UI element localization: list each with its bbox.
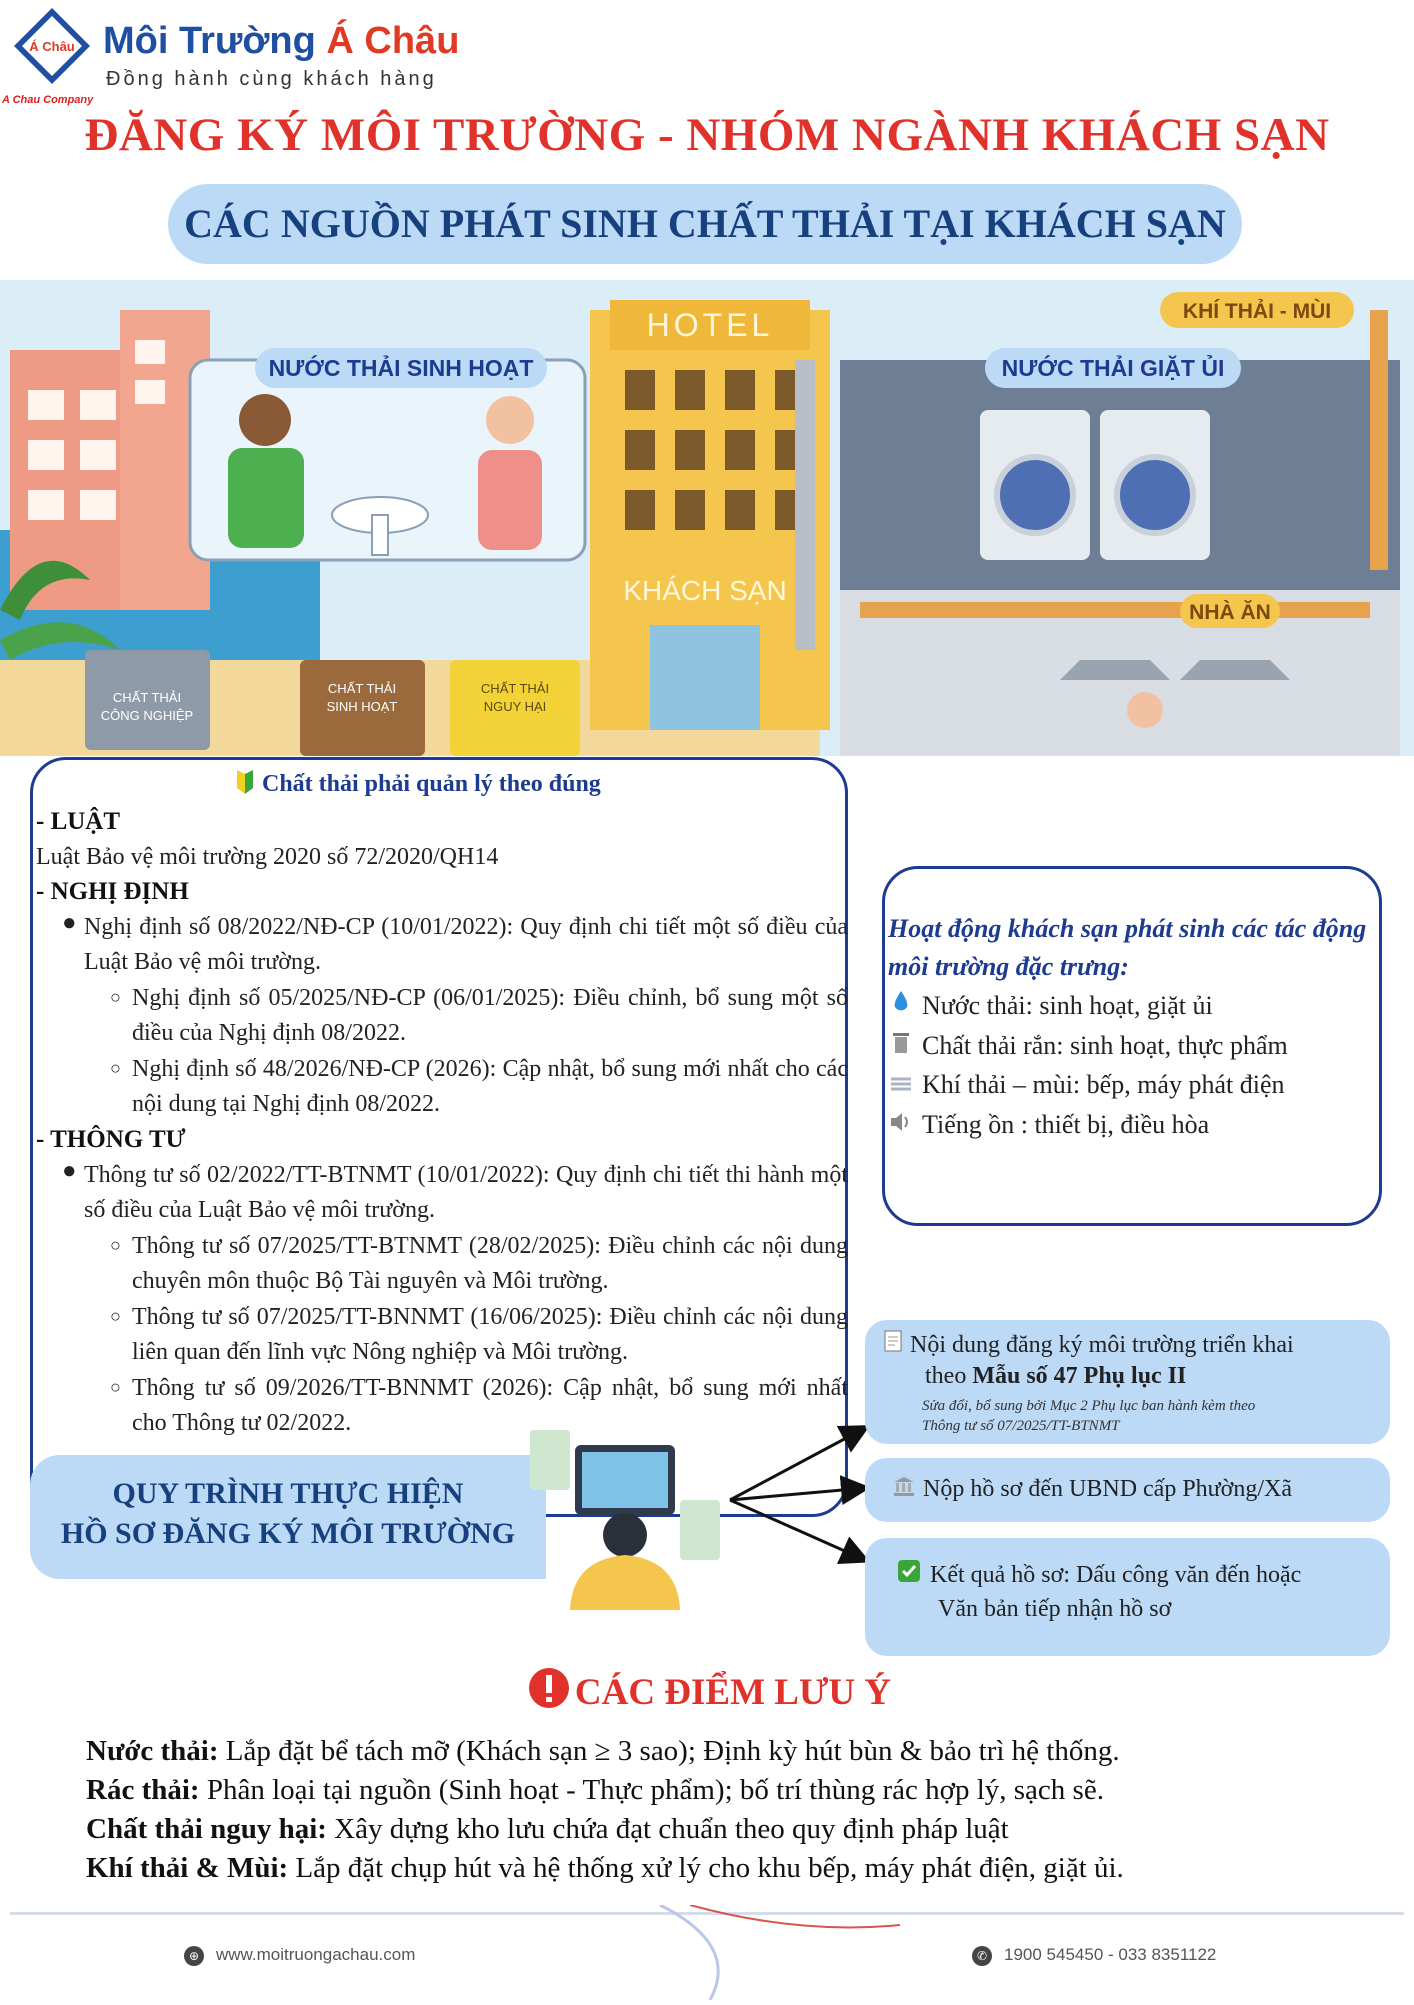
water-drop-icon xyxy=(888,990,914,1021)
label-domestic-wastewater: NƯỚC THẢI SINH HOẠT xyxy=(268,355,534,381)
step-2-text: Nộp hồ sơ đến UBND cấp Phường/Xã xyxy=(893,1476,1292,1503)
person-at-computer-illustration xyxy=(520,1410,730,1610)
label-restaurant: NHÀ ĂN xyxy=(1189,601,1271,624)
fog-icon xyxy=(888,1070,914,1100)
footer-phone[interactable]: 1900 545450 - 033 8351122 xyxy=(1004,1945,1217,1964)
logo-text: Á Châu xyxy=(29,39,75,54)
circular-sub-1: Thông tư số 07/2025/TT-BTNMT (28/02/2025): Điều chỉnh các nội dung chuyên môn thuộc Bộ Tài nguyên và Môi trường. xyxy=(132,1233,848,1294)
bin-industrial-label-2: CÔNG NGHIỆP xyxy=(100,708,194,723)
bin-industrial-label-1: CHẤT THẢI xyxy=(112,690,182,705)
bullet-dot-icon: ● xyxy=(62,1158,77,1184)
brand-tagline: Đồng hành cùng khách hàng xyxy=(106,68,437,90)
circular-main: Thông tư số 02/2022/TT-BTNMT (10/01/2022): Quy định chi tiết thi hành một số điều của Luật Bảo vệ môi trường. xyxy=(84,1162,848,1223)
activity-item: Khí thải – mùi: bếp, máy phát điện xyxy=(888,1070,1285,1100)
notes-title: CÁC ĐIỂM LƯU Ý xyxy=(0,1666,1414,1720)
decree-section-title: - NGHỊ ĐỊNH xyxy=(36,878,189,905)
trash-icon xyxy=(888,1030,914,1061)
label-emissions: KHÍ THẢI - MÙI xyxy=(1182,300,1332,323)
activity-heading: Hoạt động khách sạn phát sinh các tác động môi trường đặc trưng: xyxy=(888,914,1367,981)
note-item: Khí thải & Mùi: Lắp đặt chụp hút và hệ thống xử lý cho khu bếp, máy phát điện, giặt ủi. xyxy=(86,1852,1124,1884)
hotel-waste-illustration xyxy=(0,280,1414,756)
hotel-building-label: KHÁCH SẠN xyxy=(623,575,787,606)
activity-item: Nước thải: sinh hoạt, giặt ủi xyxy=(888,990,1213,1021)
document-icon xyxy=(884,1330,910,1359)
process-title: QUY TRÌNH THỰC HIỆN HỒ SƠ ĐĂNG KÝ MÔI TRƯỜNG xyxy=(60,1477,516,1550)
speaker-icon xyxy=(888,1110,914,1140)
exclamation-badge-icon xyxy=(523,1666,575,1720)
legal-heading: Chất thải phải quản lý theo đúng xyxy=(236,770,601,798)
phone-icon: ✆ xyxy=(972,1946,992,1966)
bin-domestic-label-1: CHẤT THẢI xyxy=(327,681,397,696)
note-item: Rác thải: Phân loại tại nguồn (Sinh hoạt - Thực phẩm); bố trí thùng rác hợp lý, sạch sẽ. xyxy=(86,1774,1104,1806)
bullet-circle-icon: ○ xyxy=(110,1306,121,1326)
law-section-title: - LUẬT xyxy=(36,808,121,835)
check-box-icon xyxy=(898,1560,930,1589)
globe-icon: ⊕ xyxy=(184,1946,204,1966)
circular-section-title: - THÔNG TƯ xyxy=(36,1126,186,1153)
activity-item: Tiếng ồn : thiết bị, điều hòa xyxy=(888,1110,1209,1140)
subtitle-banner: CÁC NGUỒN PHÁT SINH CHẤT THẢI TẠI KHÁCH SẠN xyxy=(168,184,1242,264)
label-laundry-wastewater: NƯỚC THẢI GIẶT ỦI xyxy=(1001,355,1225,381)
bullet-circle-icon: ○ xyxy=(110,1235,121,1255)
brand-company: A Chau Company xyxy=(2,94,94,106)
bullet-circle-icon: ○ xyxy=(110,987,121,1007)
beginner-badge-icon xyxy=(236,770,254,794)
bullet-dot-icon: ● xyxy=(62,910,77,936)
bullet-circle-icon: ○ xyxy=(110,1377,121,1397)
government-building-icon xyxy=(893,1476,923,1503)
step-1-line-1: Nội dung đăng ký môi trường triển khai xyxy=(884,1330,1294,1359)
hotel-sign: HOTEL xyxy=(646,307,774,343)
step-3-line-1: Kết quả hồ sơ: Dấu công văn đến hoặc xyxy=(898,1560,1301,1589)
note-item: Nước thải: Lắp đặt bể tách mỡ (Khách sạn ≥ 3 sao); Định kỳ hút bùn & bảo trì hệ thống. xyxy=(86,1735,1120,1767)
decree-sub-1: Nghị định số 05/2025/NĐ-CP (06/01/2025): Điều chỉnh, bổ sung một số điều của Nghị định 08/2022. xyxy=(132,985,848,1046)
page-title: ĐĂNG KÝ MÔI TRƯỜNG - NHÓM NGÀNH KHÁCH SẠN xyxy=(84,109,1330,161)
decree-sub-2: Nghị định số 48/2026/NĐ-CP (2026): Cập nhật, bổ sung mới nhất cho các nội dung tại Nghị định 08/2022. xyxy=(132,1056,848,1117)
step-1-note-1: Sửa đổi, bổ sung bởi Mục 2 Phụ lục ban hành kèm theo xyxy=(922,1398,1256,1414)
brand-name: Môi Trường Á Châu xyxy=(103,20,460,62)
circular-sub-2: Thông tư số 07/2025/TT-BNNMT (16/06/2025): Điều chỉnh các nội dung liên quan đến lĩnh vực Nông nghiệp và Môi trường. xyxy=(132,1304,848,1365)
bin-hazard-label-2: NGUY HẠI xyxy=(483,699,547,714)
decree-main: Nghị định số 08/2022/NĐ-CP (10/01/2022): Quy định chi tiết một số điều của Luật Bảo vệ môi trường. xyxy=(84,914,848,975)
circular-sub-3: Thông tư số 09/2026/TT-BNNMT (2026): Cập nhật, bổ sung mới nhất cho Thông tư 02/2022. xyxy=(132,1375,848,1436)
law-text: Luật Bảo vệ môi trường 2020 số 72/2020/QH14 xyxy=(36,844,499,870)
note-item: Chất thải nguy hại: Xây dựng kho lưu chứa đạt chuẩn theo quy định pháp luật xyxy=(86,1813,1009,1845)
activity-item: Chất thải rắn: sinh hoạt, thực phẩm xyxy=(888,1030,1288,1061)
company-logo xyxy=(12,6,92,86)
bullet-circle-icon: ○ xyxy=(110,1058,121,1078)
process-arrows xyxy=(725,1410,875,1590)
footer-swoosh xyxy=(600,1905,900,2000)
bin-domestic-label-2: SINH HOẠT xyxy=(326,699,398,714)
footer-website[interactable]: www.moitruongachau.com xyxy=(216,1945,416,1964)
step-1-line-2: theo Mẫu số 47 Phụ lục II xyxy=(925,1363,1187,1389)
step-1-note-2: Thông tư số 07/2025/TT-BTNMT xyxy=(922,1418,1120,1434)
bin-hazard-label-1: CHẤT THẢI xyxy=(480,681,550,696)
step-3-line-2: Văn bản tiếp nhận hồ sơ xyxy=(938,1596,1172,1622)
